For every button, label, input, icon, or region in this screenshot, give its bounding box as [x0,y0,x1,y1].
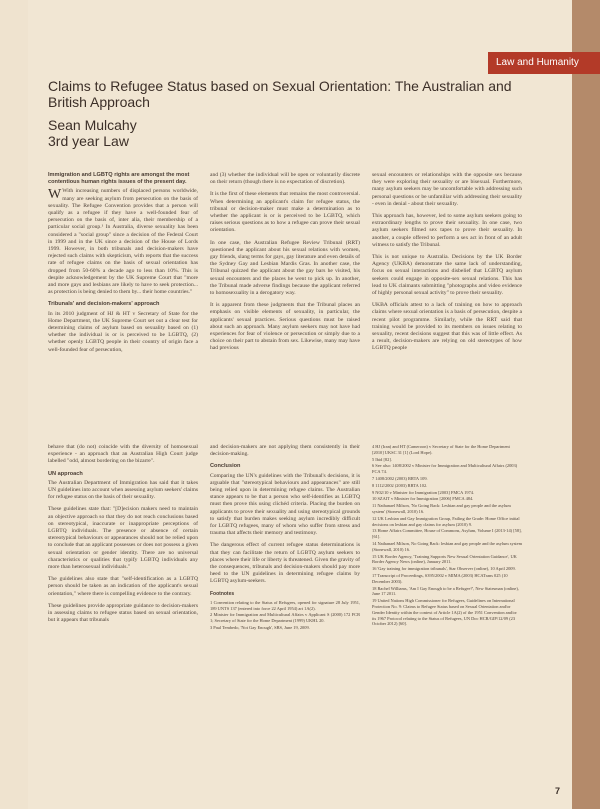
footnote: 19 United Nations High Commissioner for Refugees, Guidelines on International Protection No. 9: Claims to Refugee Status based on Sexual Orientation and/or Gender Identity within the context of Article 1A(2) of the 1951 Convention and/or its 1967 Protocol relating to the Status of Refugees, UN Doc HCR/GIP/12/09 (23 October 2012) [60]. [372,598,517,627]
footnote: 3 Paul Tembedo, 'Not Gay Enough', SBS, June 19, 2009. [210,625,310,631]
article-title: Claims to Refugee Status based on Sexual Orientation: The Australian and British Approach [48,78,512,110]
paragraph: These guidelines provide appropriate guidance to decision-makers in assessing claims to refugee status based on sexual orientation, but it appears that tribunals [48,602,198,624]
top-column-1 [48,172,198,377]
footnote: 10 SZAIT v Minister for Immigration [2006] FMCA 484. [372,496,474,502]
footnote: 14 Nathanael Milson, No Going Back: lesbian and gay people and the asylum system (Stonewall, 2010) 16. [372,540,522,552]
footnote: 7 1408/2002 (2003) RRTA 109. [372,475,428,481]
subheading-tribunals: Tribunals' and decision-makers' approach [48,301,160,308]
subheading-un-approach: UN approach [48,470,83,477]
author-block [48,117,348,149]
footnote: 11 Nathanael Milson, 'No Going Back: Lesbian and gay people and the asylum system' (Stonewall, 2010) 16. [372,503,511,514]
paragraph: It is the first of these elements that remains the most controversial. When determining an applicant's claim for refugee status, the tribunal or decision-maker must make a determination as to whether the applicant is or is perceived to be LGBTQ, which raises serious questions as to how a refugee can prove their sexual orientation. [210,191,360,234]
author-year: 3rd year Law [48,133,129,149]
footnote: 4 HJ (Iran) and HT (Cameroon) v Secretary of State for the Home Department [2010] UKSC 31 [1] (Lord Hope). [372,444,510,455]
paragraph: The Australian Department of Immigration has said that it takes UN guidelines into account when assessing asylum seekers' claims for refugee status on the basis of their sexuality. [48,479,198,501]
bottom-column-2 [210,444,360,794]
footnote: 2 Minister for Immigration and Multicultural Affairs v Applicant S (2000) 172 FCR 1; Secretary of State for the Home Department (1999) UKHL 20. [210,612,360,624]
paragraph: and (3) whether the individual will be open or voluntarily discrete on their return (though there is no expectation of discretion). [210,172,360,186]
footnote: 17 Transcript of Proceedings, S395/2002 v MIMA (2003) HCATrans 025 (10 December 2003). [372,572,508,584]
footnotes-list-2 [372,444,522,784]
right-color-strip [572,0,600,809]
footnote: 16 'Gay training for immigration tribunals', Star Observer (online), 10 April 2009. [372,566,516,572]
top-column-3 [372,172,522,377]
footnote: 18 Rachel Williams, 'Am I Gay Enough to be a Refugee?', New Statesman (online), June 17 2011. [372,585,519,597]
paragraph: In its 2010 judgment of HJ & HT v Secretary of State for the Home Department, the UK Supreme Court set out a clear test for determining claims of asylum based on sexuality based on (1) whether the individual is or is perceived to be LGBTQ, (2) whether openly LGBTQ people in their country of origin face a well-founded fear of persecution, [48,310,198,353]
footnote: 9 N02/10 v Minister for Immigration [2003] FMCA 1974. [372,489,475,495]
footnote: 5 Ibid [82]. [372,456,392,462]
footnote: 12 UK Lesbian and Gay Immigration Group, Failing the Grade: Home Office initial decisions on lesbian and gay claims for asylum (2010) 9. [372,515,520,527]
footnote: 15 UK Border Agency, 'Training Supports New Sexual Orientation Guidance', UK Border Agency News (online), January 2011. [372,553,517,565]
paragraph-text: With increasing numbers of displaced persons worldwide, many are seeking asylum from persecution on the basis of sexuality. The Refugee Convention provides that a person will qualify as a refugee if they have a well-founded fear of persecution on the basis of, inter alia, their membership of a particular social group.¹ In Australia, diverse sexuality has been considered a "social group" since a decision of the Federal Court in 1999 and in the UK since a decision of the House of Lords 1999. However, in both tribunals and decision-makers have rejected such claims with skepticism, with reports that the success rate of refugee claims on the basis of sexual orientation has dropped from 50-60% a decade ago to less than 10%. This is despite acknowledgement by the UK Supreme Court that "more and more gays and lesbians are likely to have to seek protection... as protection is being denied to them by... their home countries." [48,188,198,296]
paragraph: UKBA officials attest to a lack of training on how to approach claims where sexual orientation is a basis of persecution, despite a recent pilot programme. Similarly, while the RRT said that training would be provided to its members on issues relating to sexuality, recent decisions suggest that this was of little effect. As a result, decision-makers are relying on old stereotypes of how LGBTQ people [372,302,522,352]
paragraph: It is apparent from these judgments that the Tribunal places an emphasis on visible elements of sexuality, in particular, the applicants' sexual practices. Serious questions must be raised about such an approach. Many asylum seekers may not have had experiences for fear of violence or persecution or simply due to a choice on their part to abstain from sex. Likewise, many may have had previous [210,302,360,352]
paragraph: This is not unique to Australia. Decisions by the UK Border Agency (UKBA) demonstrate the same lack of understanding, focus on sexual interactions and disbelief that LGBTQ asylum seekers could engage in opposite-sex sexual relations. This has lead to UK claimants submitting "photographs and video evidence of highly personal sexual activity" to prove their sexuality. [372,254,522,297]
paragraph [48,188,198,296]
intro-heading: Immigration and LGBTQ rights are amongst the most contentious human rights issues of the present day. [48,172,190,186]
drop-cap: W [48,187,62,203]
paragraph: The guidelines also state that "self-identification as a LGBTQ person should be taken as an indication of the applicant's sexual orientation," where there is compelling evidence to the contrary. [48,576,198,597]
paragraph: In one case, the Australian Refugee Review Tribunal (RRT) questioned the applicant about his sexual relations with women, gay friends, slang terms for gays, gay literature and even details of the Sydney Gay and Lesbian Mardis Gras. In another case, the Tribunal quizzed the applicant about the gay bars he visited, his sexual encounters and the places he went to pick up. In another, the Tribunal made adverse findings because the applicant referred to homosexuality in a derogatory way. [210,239,360,297]
top-column-2 [210,172,360,377]
bottom-column-1 [48,444,198,794]
footnote: 13 Home Affairs Committee, House of Commons, Asylum, Volume I (2013-14) [58], [61]. [372,528,522,540]
left-margin [0,0,28,809]
author-name: Sean Mulcahy [48,117,137,133]
paragraph: The dangerous effect of current refugee status determinations is that they can facilitate the return of LGBTQ asylum seekers to places where their life or liberty is threatened. Given the gravity of the consequences, tribunals and decision-makers should pay more heed to the UN guidelines in determining refugee claims by LGBTQ asylum-seekers. [210,542,360,585]
footnotes-heading: Footnotes [210,590,235,597]
paragraph: These guidelines state that: "[D]ecision makers need to maintain an objective approach so that they do not reach conclusions based on stereotypical, inaccurate or inappropriate perceptions of LGBTQ individuals. The presence or absence of certain stereotypical behaviours or appearances should not be relied upon to conclude that an applicant possesses or does not possess a given sexual orientation or gender identity. There are no universal characteristics or qualities that typify LGBTQ individuals any more than heterosexual individuals." [48,506,198,571]
paragraph: sexual encounters or relationships with the opposite sex because they were exploring their sexuality or are bisexual. Furthermore, many asylum seekers may be uncomfortable with addressing such personal questions or be unfamiliar with addressing their sexuality - even in denial - about their sexuality. [372,172,522,207]
footnote: 8 1112/2002 (2003) RRTA 102. [372,482,428,488]
footnotes-list-1 [210,600,360,632]
footnote: 1 Convention relating to the Status of Refugees, opened for signature 28 July 1951, 189 UNTS 137 (entered into force 22 April 1954) art 1A(2). [210,599,360,611]
paragraph: Comparing the UN's guidelines with the Tribunal's decisions, it is arguable that "stereotypical behaviours and appearances" are still being relied upon in determining refugee claims. The Australian stance appears to be that a person who self-identifies as LGBTQ must then prove this using clichéd criteria. Placing the burden on applicants to prove their sexuality and using stereotypical grounds to satisfy that burden makes seeking asylum incredibly difficult for LGBTQ refugees, many of whom who suffer from stress and trauma that affects their memory and testimony. [210,472,360,537]
paragraph: and decision-makers are not applying them consistently in their decision-making. [210,444,360,458]
page-number: 7 [555,786,561,796]
section-tag: Law and Humanity [488,52,600,74]
subheading-conclusion: Conclusion [210,463,241,470]
footnote: 6 See also: 1408/2002 v Minister for Immigration and Multicultural Affairs (2003) FCA 74. [372,463,518,475]
paragraph: behave that (do not) coincide with the diversity of homosexual experience - an approach that an Australian High Court judge labelled "odd, almost bordering on the bizarre". [48,444,198,465]
paragraph: This approach has, however, led to some asylum seekers going to extraordinary lengths to prove their sexuality. In one case, two asylum seekers filmed sex tapes to prove their sexuality. In another, a couple offered to perform a sex act in front of an adult witness to satisfy the Tribunal. [372,213,522,248]
